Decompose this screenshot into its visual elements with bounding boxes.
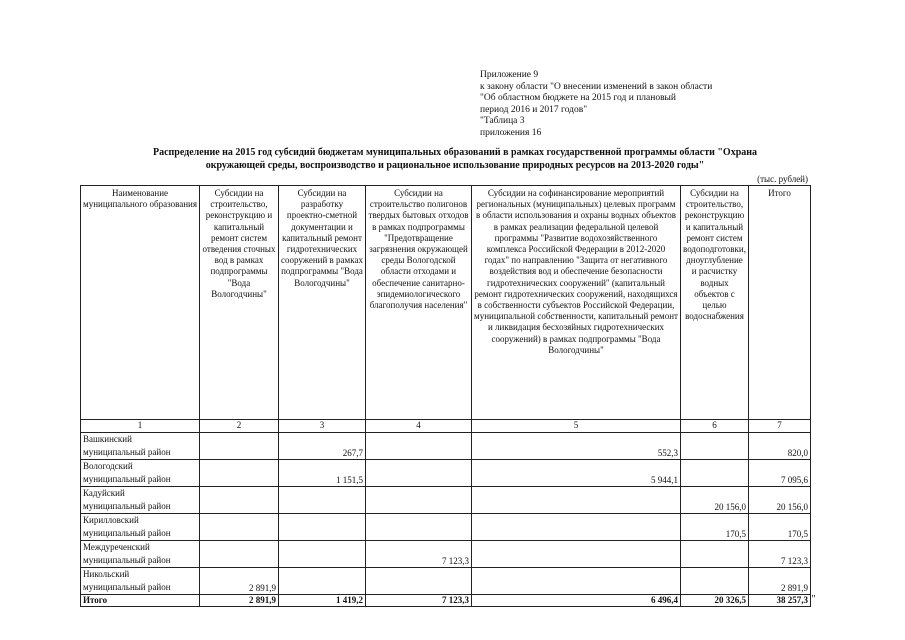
cell-value: 7 123,3 [366, 541, 472, 568]
total-label: Итого [81, 595, 200, 607]
closing-quote: " [811, 593, 816, 605]
municipality-name: Кадуйский муниципальный район [81, 487, 200, 514]
municipality-name: Междуреченский муниципальный район [81, 541, 200, 568]
title-line-1: Распределение на 2015 год субсидий бюджетам муниципальных образований в рамках государственной программы области "Охрана [152, 147, 758, 158]
total-value: 2 891,9 [200, 595, 279, 607]
column-number: 6 [681, 420, 749, 433]
total-row [81, 595, 811, 607]
column-number: 5 [472, 420, 681, 433]
table-row [81, 460, 811, 487]
appendix-line: "Таблица 3 [480, 116, 525, 127]
cell-value: 2 891,9 [200, 568, 279, 595]
cell-value: 170,5 [681, 514, 749, 541]
cell-value [681, 460, 749, 487]
column-header: Субсидии на софинансирование мероприятий региональных (муниципальных) целевых программ в области использования и охраны водных объектов в рамках реализации федеральной целевой программы "Развитие водохозяйственного комплекса Российской Федерации в 2012-2020 годах" по направлению "Защита от негативного воздействия вод и обеспечение безопасности гидротехнических сооружений" (капитальный ремонт гидротехнических сооружений, находящихся в собственности субъектов Российской Федерации, муниципальной собственности, капитальный ремонт и ликвидация бесхозяйных гидротехнических сооружений) в рамках подпрограммы "Вода Вологодчины" [472, 186, 681, 420]
column-number: 2 [200, 420, 279, 433]
cell-value: 7 095,6 [749, 460, 811, 487]
units-label: (тыс. рублей) [757, 174, 808, 184]
cell-value [472, 568, 681, 595]
cell-value [200, 487, 279, 514]
cell-value [200, 460, 279, 487]
cell-value [200, 514, 279, 541]
appendix-line: Приложение 9 [480, 70, 539, 80]
header-row [81, 186, 811, 420]
appendix-line: к закону области "О внесении изменений в закон области [480, 81, 713, 92]
cell-value [681, 433, 749, 460]
column-header: Субсидии на разработку проектно-сметной документации и капитальный ремонт гидротехнических сооружений в рамках подпрограммы "Вода Вологодчины" [279, 186, 366, 420]
cell-value [366, 433, 472, 460]
cell-value [279, 487, 366, 514]
total-value: 7 123,3 [366, 595, 472, 607]
cell-value [200, 541, 279, 568]
column-header: Субсидии на строительство, реконструкцию и капитальный ремонт систем отведения сточных вод в рамках подпрограммы "Вода Вологодчины" [200, 186, 279, 420]
cell-value [472, 487, 681, 514]
subsidy-table [80, 185, 811, 607]
table-row [81, 568, 811, 595]
cell-value: 552,3 [472, 433, 681, 460]
cell-value: 2 891,9 [749, 568, 811, 595]
title-line-2: окружающей среды, воспроизводство и рациональное использование природных ресурсов на 2013-2020 годы" [205, 160, 705, 171]
cell-value: 820,0 [749, 433, 811, 460]
appendix-line: период 2016 и 2017 годов" [480, 104, 588, 115]
cell-value: 20 156,0 [749, 487, 811, 514]
municipality-name: Вологодский муниципальный район [81, 460, 200, 487]
column-number: 4 [366, 420, 472, 433]
cell-value [681, 541, 749, 568]
total-value: 38 257,3 [749, 595, 811, 607]
cell-value: 20 156,0 [681, 487, 749, 514]
total-value: 20 326,5 [681, 595, 749, 607]
cell-value [279, 541, 366, 568]
cell-value [472, 541, 681, 568]
cell-value [366, 568, 472, 595]
appendix-line: приложения 16 [480, 127, 542, 138]
cell-value [366, 487, 472, 514]
table-row [81, 541, 811, 568]
cell-value [472, 514, 681, 541]
table-row [81, 514, 811, 541]
cell-value: 1 151,5 [279, 460, 366, 487]
column-header: Итого [749, 186, 811, 420]
column-number: 1 [81, 420, 200, 433]
column-number-row [81, 420, 811, 433]
table-row [81, 487, 811, 514]
column-number: 3 [279, 420, 366, 433]
appendix-note [480, 70, 810, 140]
column-header: Наименование муниципального образования [81, 186, 200, 420]
municipality-name: Вашкинский муниципальный район [81, 433, 200, 460]
municipality-name: Кирилловский муниципальный район [81, 514, 200, 541]
cell-value: 5 944,1 [472, 460, 681, 487]
table-row [81, 433, 811, 460]
document-title [95, 146, 815, 172]
total-value: 1 419,2 [279, 595, 366, 607]
cell-value [200, 433, 279, 460]
cell-value [681, 568, 749, 595]
cell-value [279, 568, 366, 595]
column-number: 7 [749, 420, 811, 433]
column-header: Субсидии на строительство полигонов твердых бытовых отходов в рамках подпрограммы "Предотвращение загрязнения окружающей среды Вологодской области отходами и обеспечение санитарно-эпидемиологического благополучия населения" [366, 186, 472, 420]
appendix-line: "Об областном бюджете на 2015 год и плановый [480, 93, 677, 104]
cell-value: 267,7 [279, 433, 366, 460]
column-header: Субсидии на строительство, реконструкцию и капитальный ремонт систем водоподготовки, дноуглубление и расчистку водных объектов с целью водоснабжения [681, 186, 749, 420]
cell-value [366, 514, 472, 541]
municipality-name: Никольский муниципальный район [81, 568, 200, 595]
cell-value: 7 123,3 [749, 541, 811, 568]
cell-value [366, 460, 472, 487]
cell-value: 170,5 [749, 514, 811, 541]
cell-value [279, 514, 366, 541]
total-value: 6 496,4 [472, 595, 681, 607]
